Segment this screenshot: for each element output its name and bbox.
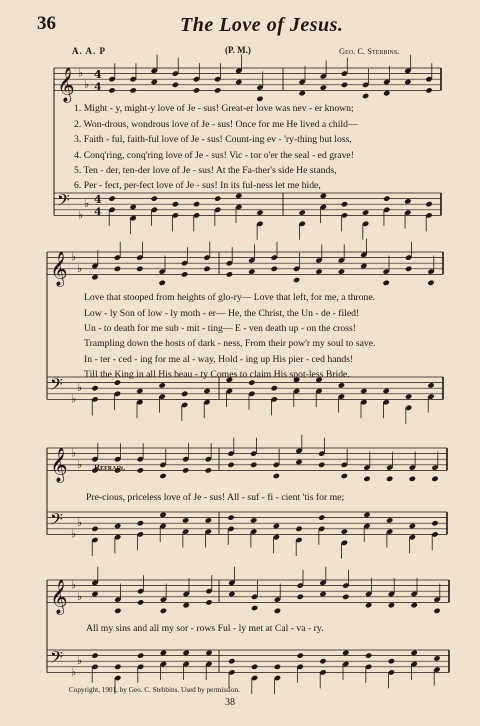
verse-1-line-2: Love that stooped from heights of glo-ry— Love that left, for me, a throne. <box>84 292 376 303</box>
note-head <box>297 652 304 658</box>
note-head <box>256 209 263 215</box>
note-head <box>137 599 144 605</box>
treble-clef-icon: 𝄞 <box>50 251 68 287</box>
note-head <box>114 523 121 529</box>
note-head <box>108 87 115 93</box>
note-head <box>235 79 242 85</box>
bass-clef-icon: 𝄢 <box>50 647 63 671</box>
note-head <box>226 271 233 277</box>
note-head <box>365 602 372 608</box>
note-head <box>160 650 167 656</box>
note-head <box>205 650 212 656</box>
flat-icon: ♭ <box>71 392 77 406</box>
note-head <box>183 602 190 608</box>
time-signature: 4 <box>94 193 102 207</box>
note-head <box>151 79 158 85</box>
note-head <box>341 528 348 534</box>
note-head <box>427 280 434 286</box>
note-head <box>203 266 210 272</box>
note-head <box>159 280 166 286</box>
time-signature: 4 <box>94 80 102 94</box>
note-head <box>362 209 369 215</box>
note-head <box>137 652 144 658</box>
note-head <box>360 263 367 269</box>
treble-clef-icon: 𝄞 <box>50 447 68 483</box>
time-signature: 4 <box>94 68 102 82</box>
bass-clef-icon: 𝄢 <box>57 190 70 214</box>
flat-icon: ♭ <box>77 654 83 668</box>
note-head <box>193 87 200 93</box>
verse-3-line-1: 3. Faith - ful, faith-ful love of Je - sus! Count-ing ev - 'ry-thing but loss, <box>74 134 352 145</box>
note-head <box>129 87 136 93</box>
note-head <box>320 84 327 90</box>
flat-icon: ♭ <box>78 208 84 222</box>
refrain-label: Refrain. <box>94 462 126 472</box>
flat-icon: ♭ <box>71 665 77 679</box>
note-head <box>181 271 188 277</box>
note-head <box>205 467 212 473</box>
flat-icon: ♭ <box>77 516 83 530</box>
note-head <box>108 195 115 201</box>
note-head <box>320 193 327 199</box>
flat-icon: ♭ <box>77 457 83 471</box>
copyright-notice: Copyright, 1901, by Geo. C. Stebbins. Used by permission. <box>69 686 240 694</box>
verse-1-line-1: 1. Might - y, might-y love of Je - sus! Great-er love was nev - er known; <box>74 103 354 114</box>
verse-3-line-2: Un - to death for me sub - mit - ting— E - ven death up - on the cross! <box>84 323 356 334</box>
verse-6-line-2: Till the King in all His beau - ty Comes to claim His spot-less Bride. <box>84 369 350 380</box>
note-head <box>315 268 322 274</box>
note-head <box>299 209 306 215</box>
note-head <box>172 82 179 88</box>
note-head <box>318 514 325 520</box>
note-head <box>214 87 221 93</box>
treble-clef-icon: 𝄞 <box>50 579 68 615</box>
refrain-line-2: All my sins and all my sor - rows Ful - ly met at Cal - va - ry. <box>86 623 324 634</box>
flat-icon: ♭ <box>71 578 77 592</box>
note-head <box>227 462 234 468</box>
note-head <box>405 266 412 272</box>
hymn-title: The Love of Jesus. <box>180 14 344 36</box>
note-head <box>271 266 278 272</box>
note-head <box>383 195 390 201</box>
note-head <box>404 79 411 85</box>
verse-5-line-1: 5. Ten - der, ten-der love of Je - sus! At the Fa-ther's side He stands, <box>74 165 337 176</box>
note-head <box>342 594 349 600</box>
note-head <box>295 459 302 465</box>
verse-2-line-1: 2. Won-drous, wondrous love of Je - sus! Once for me He lived a child— <box>74 119 358 130</box>
time-signature: 4 <box>94 205 102 219</box>
note-head <box>409 523 416 529</box>
note-head <box>297 594 304 600</box>
note-head <box>182 467 189 473</box>
note-head <box>193 201 200 207</box>
note-head <box>251 664 258 670</box>
note-head <box>273 523 280 529</box>
note-head <box>183 650 190 656</box>
note-head <box>114 266 121 272</box>
note-head <box>341 82 348 88</box>
note-head <box>363 476 370 482</box>
refrain-line-1: Pre-cious, priceless love of Je - sus! All - suf - fi - cient 'tis for me; <box>86 492 345 503</box>
note-head <box>91 385 98 391</box>
note-head <box>273 473 280 479</box>
treble-clef-icon: 𝄞 <box>57 67 75 103</box>
note-head <box>250 517 257 523</box>
note-head <box>228 658 235 664</box>
note-head <box>383 90 390 96</box>
note-head <box>388 602 395 608</box>
note-head <box>433 608 440 614</box>
flat-icon: ♭ <box>71 250 77 264</box>
flat-icon: ♭ <box>77 261 83 275</box>
note-head <box>365 652 372 658</box>
note-head <box>172 201 179 207</box>
verse-4-line-2: Trampling down the hosts of dark - ness, From their pow'r my soul to save. <box>84 338 376 349</box>
note-head <box>318 462 325 468</box>
note-head <box>388 658 395 664</box>
verse-2-line-2: Low - ly Son of low - ly moth - er— He, the Christ, the Un - de - filed! <box>84 308 360 319</box>
composer-credit: Geo. C. Stebbins. <box>339 46 400 56</box>
note-head <box>341 201 348 207</box>
note-head <box>205 599 212 605</box>
note-head <box>293 277 300 283</box>
note-head <box>159 473 166 479</box>
note-head <box>425 87 432 93</box>
note-head <box>136 388 143 394</box>
note-head <box>386 517 393 523</box>
note-head <box>405 393 412 399</box>
note-head <box>227 514 234 520</box>
note-head <box>319 591 326 597</box>
note-head <box>427 382 434 388</box>
verse-6-line-1: 6. Per - fect, per-fect love of Je - sus! In its ful-ness let me hide, <box>74 180 321 191</box>
note-head <box>338 268 345 274</box>
note-head <box>160 608 167 614</box>
note-head <box>151 195 158 201</box>
note-head <box>250 462 257 468</box>
flat-icon: ♭ <box>84 197 90 211</box>
note-head <box>409 476 416 482</box>
note-head <box>182 517 189 523</box>
note-head <box>159 512 166 518</box>
page-number: 38 <box>225 697 235 708</box>
note-head <box>129 204 136 210</box>
flat-icon: ♭ <box>71 527 77 541</box>
note-head <box>363 512 370 518</box>
note-head <box>205 517 212 523</box>
note-head <box>319 658 326 664</box>
note-head <box>341 473 348 479</box>
note-head <box>360 388 367 394</box>
note-head <box>137 467 144 473</box>
note-head <box>91 591 98 597</box>
flat-icon: ♭ <box>77 381 83 395</box>
note-head <box>383 388 390 394</box>
note-head <box>203 388 210 394</box>
note-head <box>228 591 235 597</box>
note-head <box>256 96 263 102</box>
flat-icon: ♭ <box>77 589 83 603</box>
note-head <box>425 201 432 207</box>
verse-5-line-2: In - ter - ced - ing for me al - way, Hold - ing up His pier - ced hands! <box>84 354 354 365</box>
note-head <box>411 602 418 608</box>
note-head <box>299 90 306 96</box>
note-head <box>214 195 221 201</box>
verse-4-line-1: 4. Conq'ring, conq'ring love of Je - sus! Vic - tor o'er the seal - ed grave! <box>74 150 354 161</box>
note-head <box>338 382 345 388</box>
note-head <box>235 193 242 199</box>
note-head <box>114 664 121 670</box>
note-head <box>431 520 438 526</box>
note-head <box>433 655 440 661</box>
note-head <box>271 385 278 391</box>
note-head <box>431 476 438 482</box>
note-head <box>362 93 369 99</box>
tune-key: A. A. P <box>72 46 106 56</box>
note-head <box>91 526 98 532</box>
note-head <box>91 274 98 280</box>
note-head <box>411 650 418 656</box>
note-head <box>181 391 188 397</box>
note-head <box>274 608 281 614</box>
note-head <box>383 280 390 286</box>
flat-icon: ♭ <box>78 66 84 80</box>
note-head <box>248 268 255 274</box>
meter: (P. M.) <box>225 45 251 55</box>
note-head <box>136 266 143 272</box>
bass-clef-icon: 𝄢 <box>50 509 63 533</box>
note-head <box>274 664 281 670</box>
note-head <box>159 382 166 388</box>
flat-icon: ♭ <box>84 77 90 91</box>
hymn-number: 36 <box>37 13 56 34</box>
note-head <box>251 605 258 611</box>
note-head <box>137 520 144 526</box>
flat-icon: ♭ <box>71 446 77 460</box>
bass-clef-icon: 𝄢 <box>50 374 63 398</box>
note-head <box>404 198 411 204</box>
note-head <box>295 526 302 532</box>
note-head <box>342 650 349 656</box>
note-head <box>386 476 393 482</box>
note-head <box>91 652 98 658</box>
note-head <box>114 608 121 614</box>
